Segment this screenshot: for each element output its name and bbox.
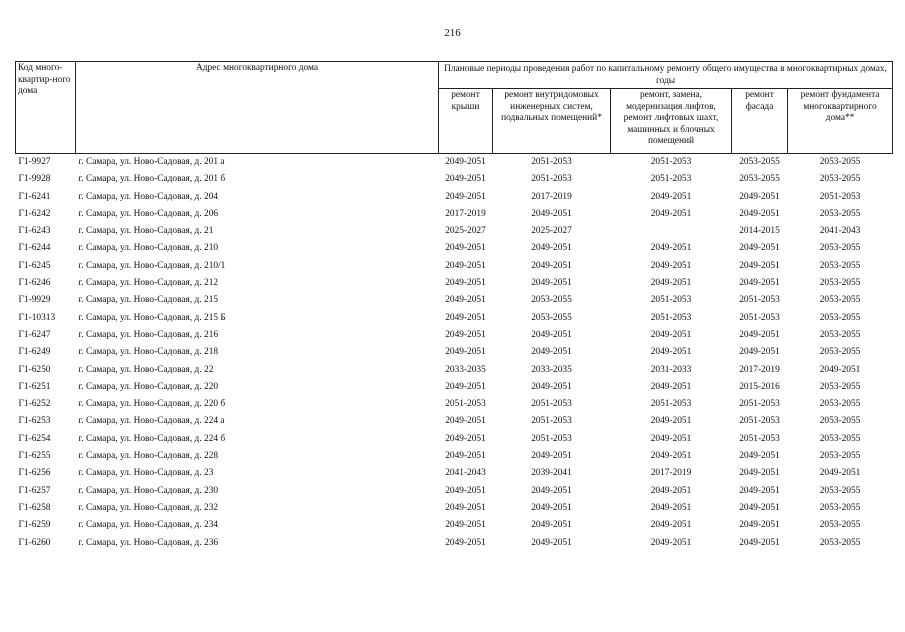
cell-foundation: 2053-2055 (819, 433, 861, 444)
cell-facade: 2053-2055 (739, 174, 780, 185)
cell-foundation: 2053-2055 (819, 347, 861, 358)
cell-foundation: 2049-2051 (819, 364, 861, 375)
table-row (16, 500, 893, 517)
table-row (16, 396, 893, 413)
cell-elevators: 2049-2051 (650, 191, 692, 202)
cell-address: г. Самара, ул. Ново-Садовая, д. 23 (78, 468, 214, 479)
cell-code: Г1-6252 (18, 399, 51, 410)
page-number: 216 (444, 27, 461, 39)
cell-address: г. Самара, ул. Ново-Садовая, д. 21 (78, 226, 214, 237)
cell-address: г. Самара, ул. Ново-Садовая, д. 228 (78, 451, 219, 462)
cell-roof: 2017-2019 (445, 208, 486, 219)
header-elevators: ремонт, замена, модернизация лифтов, ремонт лифтовых шахт, машинных и блочных помещений (611, 89, 732, 154)
cell-engineering: 2051-2053 (531, 416, 572, 427)
cell-code: Г1-6250 (18, 364, 51, 375)
cell-foundation: 2053-2055 (819, 312, 861, 323)
cell-foundation: 2053-2055 (819, 485, 861, 496)
cell-facade: 2051-2053 (739, 295, 780, 306)
cell-code: Г1-6241 (18, 191, 51, 202)
cell-address: г. Самара, ул. Ново-Садовая, д. 210/1 (78, 260, 226, 271)
cell-foundation: 2053-2055 (819, 243, 861, 254)
table-row (16, 535, 893, 552)
cell-engineering: 2049-2051 (531, 485, 572, 496)
table-row (16, 413, 893, 430)
cell-elevators: 2049-2051 (650, 278, 692, 289)
cell-foundation: 2053-2055 (819, 260, 861, 271)
cell-elevators: 2051-2053 (650, 295, 692, 306)
table-row (16, 517, 893, 534)
cell-code: Г1-6254 (18, 433, 51, 444)
cell-engineering: 2051-2053 (493, 154, 611, 172)
cell-engineering: 2039-2041 (531, 468, 572, 479)
cell-roof: 2033-2035 (445, 364, 486, 375)
cell-roof: 2049-2051 (445, 191, 486, 202)
cell-address: г. Самара, ул. Ново-Садовая, д. 220 б (78, 399, 226, 410)
cell-roof: 2049-2051 (445, 174, 486, 185)
cell-code: Г1-6246 (18, 278, 51, 289)
cell-code: Г1-6251 (18, 381, 51, 392)
cell-foundation: 2053-2055 (819, 295, 861, 306)
table-row (16, 379, 893, 396)
cell-engineering: 2025-2027 (531, 226, 572, 237)
table-row (16, 189, 893, 206)
cell-facade: 2049-2051 (739, 243, 780, 254)
cell-foundation: 2053-2055 (819, 278, 861, 289)
cell-facade: 2014-2015 (739, 226, 780, 237)
cell-code: Г1-6245 (18, 260, 51, 271)
cell-address: г. Самара, ул. Ново-Садовая, д. 212 (78, 278, 219, 289)
cell-code: Г1-9927 (16, 154, 76, 172)
cell-code: Г1-9928 (18, 174, 51, 185)
table-row (16, 344, 893, 361)
cell-code: Г1-6255 (18, 451, 51, 462)
cell-address: г. Самара, ул. Ново-Садовая, д. 215 (78, 295, 219, 306)
cell-code: Г1-6257 (18, 485, 51, 496)
cell-engineering: 2049-2051 (531, 329, 572, 340)
cell-facade: 2017-2019 (739, 364, 780, 375)
cell-roof: 2041-2043 (445, 468, 486, 479)
cell-engineering: 2049-2051 (531, 278, 572, 289)
cell-elevators: 2049-2051 (650, 329, 692, 340)
table-row (16, 258, 893, 275)
cell-facade: 2049-2051 (739, 347, 780, 358)
cell-foundation: 2053-2055 (819, 451, 861, 462)
cell-foundation: 2053-2055 (819, 537, 861, 548)
cell-roof: 2049-2051 (445, 243, 486, 254)
cell-facade: 2051-2053 (739, 312, 780, 323)
cell-elevators: 2049-2051 (650, 451, 692, 462)
table-body (16, 154, 893, 552)
cell-roof: 2049-2051 (445, 502, 486, 513)
cell-facade: 2049-2051 (739, 208, 780, 219)
cell-code: Г1-6260 (18, 537, 51, 548)
cell-foundation: 2049-2051 (819, 468, 861, 479)
cell-code: Г1-9929 (18, 295, 51, 306)
cell-roof: 2049-2051 (445, 278, 486, 289)
cell-facade: 2049-2051 (739, 191, 780, 202)
capital-repair-table (15, 61, 893, 552)
table-row (16, 431, 893, 448)
cell-facade: 2049-2051 (739, 468, 780, 479)
cell-facade: 2051-2053 (739, 416, 780, 427)
cell-roof: 2049-2051 (445, 312, 486, 323)
cell-elevators: 2051-2053 (611, 154, 732, 172)
cell-facade: 2049-2051 (739, 520, 780, 531)
cell-address: г. Самара, ул. Ново-Садовая, д. 224 б (78, 433, 226, 444)
cell-engineering: 2053-2055 (531, 312, 572, 323)
table-row (16, 240, 893, 257)
cell-engineering: 2053-2055 (531, 295, 572, 306)
table-row (16, 154, 893, 172)
cell-elevators (611, 223, 732, 240)
cell-facade: 2049-2051 (739, 485, 780, 496)
cell-foundation: 2041-2043 (819, 226, 861, 237)
cell-elevators: 2051-2053 (650, 174, 692, 185)
cell-roof: 2049-2051 (445, 485, 486, 496)
cell-code: Г1-6249 (18, 347, 51, 358)
cell-engineering: 2049-2051 (531, 537, 572, 548)
cell-elevators: 2049-2051 (650, 347, 692, 358)
cell-foundation: 2053-2055 (788, 154, 893, 172)
cell-roof: 2049-2051 (445, 295, 486, 306)
header-roof: ремонт крыши (439, 89, 493, 154)
cell-foundation: 2053-2055 (819, 416, 861, 427)
header-facade: ремонт фасада (732, 89, 788, 154)
header-address: Адрес многоквартирного дома (76, 62, 439, 154)
cell-roof: 2025-2027 (445, 226, 486, 237)
cell-address: г. Самара, ул. Ново-Садовая, д. 230 (78, 485, 219, 496)
cell-engineering: 2049-2051 (531, 208, 572, 219)
cell-engineering: 2051-2053 (531, 399, 572, 410)
cell-code: Г1-6258 (18, 502, 51, 513)
cell-elevators: 2049-2051 (650, 260, 692, 271)
cell-foundation: 2053-2055 (819, 329, 861, 340)
cell-facade: 2049-2051 (739, 502, 780, 513)
header-code: Код много-квартир-ного дома (16, 62, 76, 154)
cell-roof: 2049-2051 (445, 433, 486, 444)
cell-address: г. Самара, ул. Ново-Садовая, д. 22 (78, 364, 214, 375)
cell-code: Г1-6243 (18, 226, 51, 237)
cell-engineering: 2049-2051 (531, 502, 572, 513)
cell-address: г. Самара, ул. Ново-Садовая, д. 220 (78, 381, 219, 392)
table-row (16, 310, 893, 327)
cell-facade: 2049-2051 (739, 451, 780, 462)
cell-engineering: 2033-2035 (531, 364, 572, 375)
header-planned-periods: Плановые периоды проведения работ по капитальному ремонту общего имущества в многоквартирных домах, годы (439, 62, 893, 89)
cell-facade: 2049-2051 (739, 278, 780, 289)
cell-engineering: 2049-2051 (531, 381, 572, 392)
table-row (16, 171, 893, 188)
table-header (16, 62, 893, 154)
cell-elevators: 2049-2051 (650, 537, 692, 548)
cell-address: г. Самара, ул. Ново-Садовая, д. 204 (78, 191, 219, 202)
cell-address: г. Самара, ул. Ново-Садовая, д. 218 (78, 347, 219, 358)
cell-address: г. Самара, ул. Ново-Садовая, д. 201 а (76, 154, 439, 172)
cell-code: Г1-6242 (18, 208, 51, 219)
cell-roof: 2049-2051 (445, 451, 486, 462)
cell-address: г. Самара, ул. Ново-Садовая, д. 236 (78, 537, 219, 548)
cell-elevators: 2049-2051 (650, 502, 692, 513)
cell-address: г. Самара, ул. Ново-Садовая, д. 206 (78, 208, 219, 219)
cell-code: Г1-6244 (18, 243, 51, 254)
table-row (16, 483, 893, 500)
cell-foundation: 2053-2055 (819, 520, 861, 531)
cell-elevators: 2031-2033 (650, 364, 692, 375)
cell-elevators: 2049-2051 (650, 381, 692, 392)
cell-engineering: 2049-2051 (531, 347, 572, 358)
cell-roof: 2049-2051 (445, 537, 486, 548)
table-row (16, 448, 893, 465)
header-engineering: ремонт внутридомовых инженерных систем, подвальных помещений* (493, 89, 611, 154)
cell-address: г. Самара, ул. Ново-Садовая, д. 201 б (78, 174, 226, 185)
cell-foundation: 2053-2055 (819, 399, 861, 410)
cell-address: г. Самара, ул. Ново-Садовая, д. 224 а (78, 416, 225, 427)
cell-elevators: 2049-2051 (650, 416, 692, 427)
table-row (16, 327, 893, 344)
cell-code: Г1-6247 (18, 329, 51, 340)
cell-foundation: 2053-2055 (819, 208, 861, 219)
table-row (16, 275, 893, 292)
cell-roof: 2049-2051 (439, 154, 493, 172)
cell-facade: 2051-2053 (739, 433, 780, 444)
cell-facade: 2049-2051 (739, 329, 780, 340)
table-row (16, 362, 893, 379)
cell-code: Г1-10313 (18, 312, 56, 323)
cell-code: Г1-6259 (18, 520, 51, 531)
cell-elevators: 2049-2051 (650, 243, 692, 254)
cell-address: г. Самара, ул. Ново-Садовая, д. 210 (78, 243, 219, 254)
cell-elevators: 2049-2051 (650, 208, 692, 219)
cell-roof: 2049-2051 (445, 329, 486, 340)
cell-elevators: 2049-2051 (650, 520, 692, 531)
cell-elevators: 2049-2051 (650, 433, 692, 444)
cell-address: г. Самара, ул. Ново-Садовая, д. 216 (78, 329, 219, 340)
cell-code: Г1-6256 (18, 468, 51, 479)
cell-roof: 2049-2051 (445, 347, 486, 358)
cell-address: г. Самара, ул. Ново-Садовая, д. 215 Б (78, 312, 226, 323)
cell-foundation: 2053-2055 (819, 174, 861, 185)
cell-roof: 2049-2051 (445, 520, 486, 531)
cell-facade: 2015-2016 (739, 381, 780, 392)
cell-engineering: 2051-2053 (531, 174, 572, 185)
table-row (16, 223, 893, 240)
cell-facade: 2053-2055 (732, 154, 788, 172)
cell-facade: 2051-2053 (739, 399, 780, 410)
cell-foundation: 2051-2053 (819, 191, 861, 202)
cell-engineering: 2049-2051 (531, 451, 572, 462)
cell-address: г. Самара, ул. Ново-Садовая, д. 232 (78, 502, 219, 513)
cell-elevators: 2017-2019 (650, 468, 692, 479)
cell-facade: 2049-2051 (739, 260, 780, 271)
cell-engineering: 2051-2053 (531, 433, 572, 444)
cell-elevators: 2051-2053 (650, 312, 692, 323)
cell-facade: 2049-2051 (739, 537, 780, 548)
table-row (16, 292, 893, 309)
cell-foundation: 2053-2055 (819, 502, 861, 513)
cell-engineering: 2017-2019 (531, 191, 572, 202)
cell-address: г. Самара, ул. Ново-Садовая, д. 234 (78, 520, 219, 531)
cell-elevators: 2049-2051 (650, 485, 692, 496)
cell-engineering: 2049-2051 (531, 520, 572, 531)
cell-roof: 2049-2051 (445, 260, 486, 271)
cell-roof: 2049-2051 (445, 381, 486, 392)
table-row (16, 206, 893, 223)
cell-roof: 2049-2051 (445, 416, 486, 427)
cell-engineering: 2049-2051 (531, 243, 572, 254)
cell-foundation: 2053-2055 (819, 381, 861, 392)
cell-elevators: 2051-2053 (650, 399, 692, 410)
cell-code: Г1-6253 (18, 416, 51, 427)
table-row (16, 465, 893, 482)
cell-engineering: 2049-2051 (531, 260, 572, 271)
header-foundation: ремонт фундамента многоквартирного дома** (788, 89, 893, 154)
cell-roof: 2051-2053 (445, 399, 486, 410)
